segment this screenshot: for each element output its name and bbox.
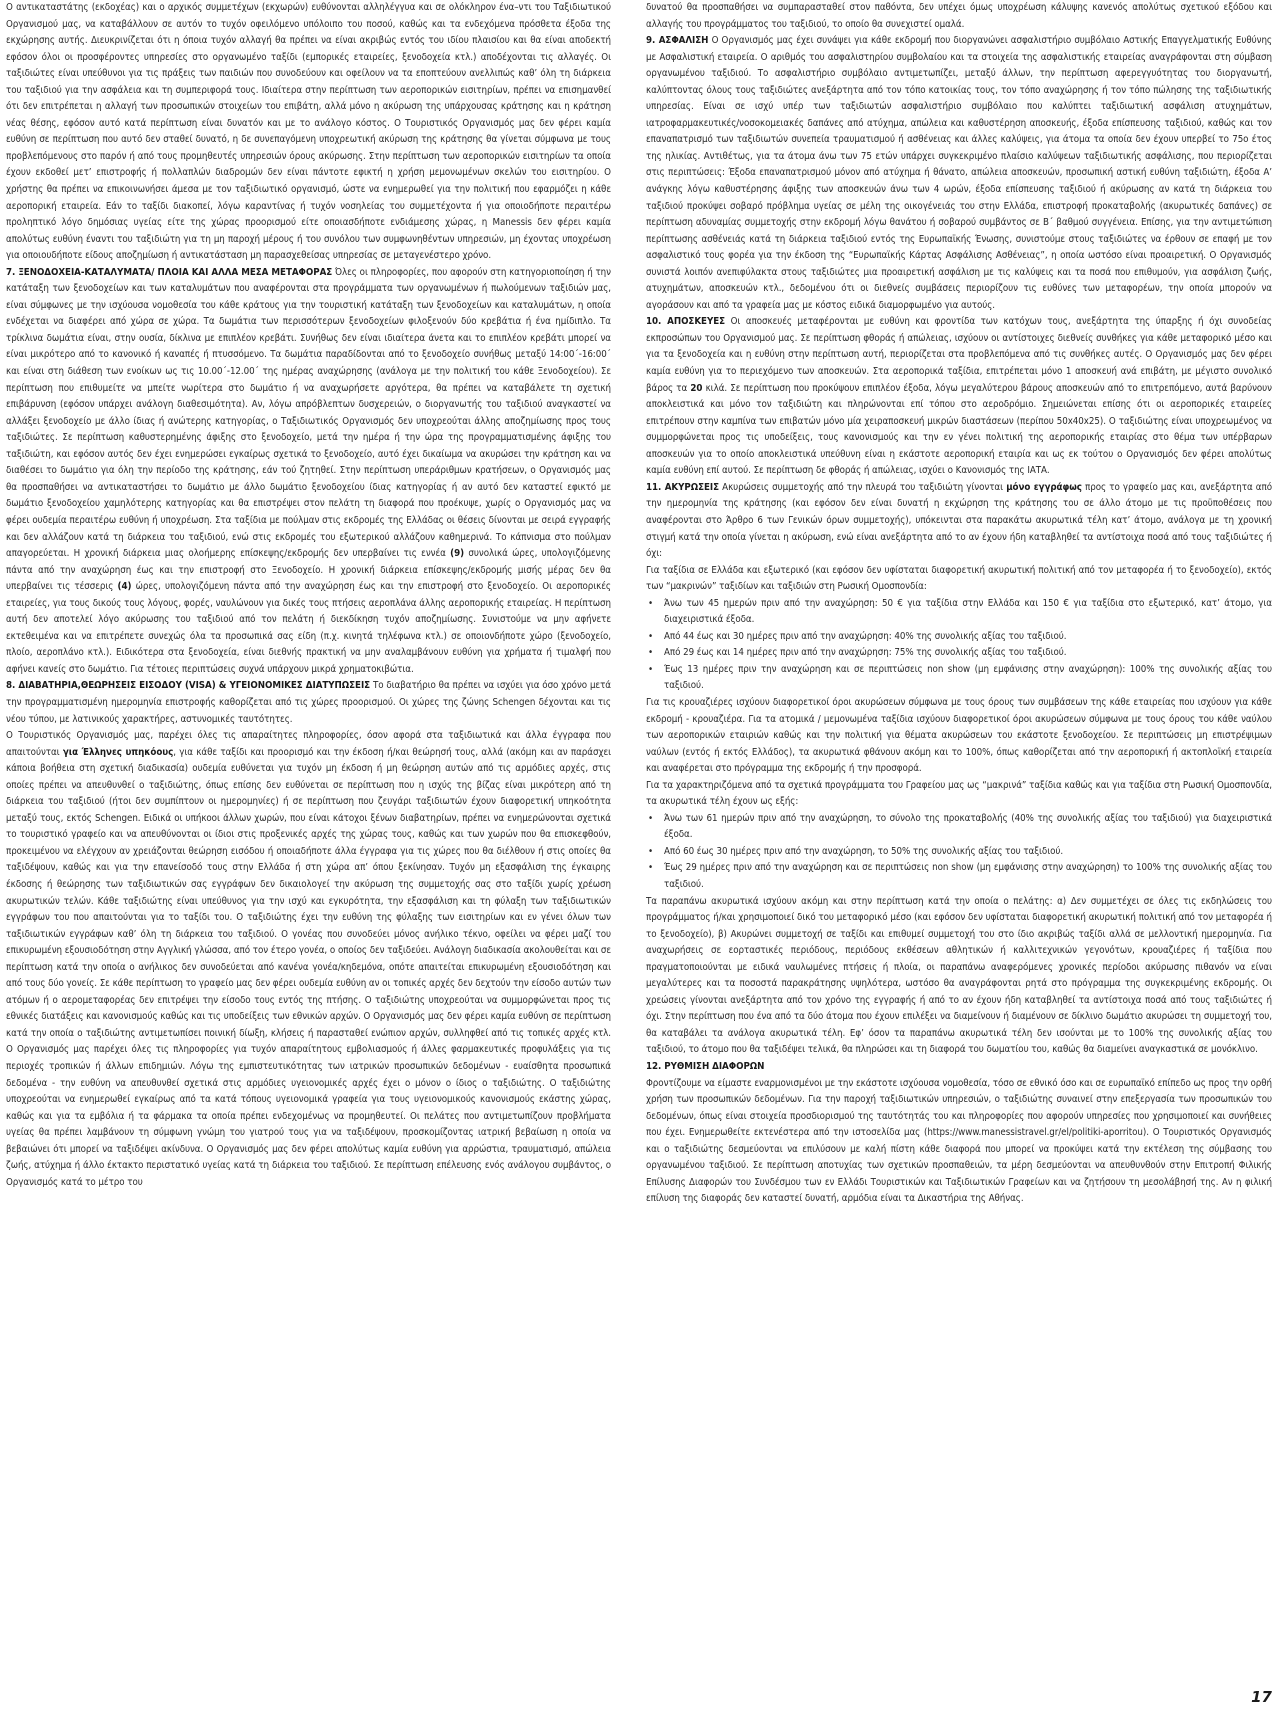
section-text: συνολικά ώρες, υπολογιζόμενης πάντα από την αναχώρηση έως και την επιστροφή στο Ξενοδοχείο. Η χρονική διάρκεια επίσκεψης/εκδρομής μισής μέρας δεν θα υπερβαίνει τις τέσσερις bbox=[6, 548, 611, 593]
section-10 bbox=[646, 314, 1272, 479]
list-item: • Άνω των 45 ημερών πριν από την αναχώρηση: 50 € για ταξίδια στην Ελλάδα και 150 € για ταξίδια στο εξωτερικό, κατ’ άτομο, για διαχειριστικά έξοδα. bbox=[646, 596, 1272, 629]
paragraph: Για τα χαρακτηριζόμενα από τα σχετικά προγράμματα του Γραφείου μας ως “μακρινά” ταξίδια καθώς και για ταξίδια στη Ρωσική Ομοσπονδία, τα ακυρωτικά τέλη έχουν ως εξής: bbox=[646, 779, 1272, 808]
left-column bbox=[6, 0, 611, 1191]
paragraph: δυνατού θα προσπαθήσει να συμπαρασταθεί στον παθόντα, δεν υπέχει όμως υποχρέωση κάλυψης κανενός απολύτως σχετικού εξόδου και αλλαγής του προγράμματος του ταξιδιού, το οποίο θα συνεχιστεί ομαλά. bbox=[646, 2, 1272, 30]
section-text: Ακυρώσεις συμμετοχής από την πλευρά του ταξιδιώτη γίνονται bbox=[719, 481, 1007, 493]
section-text: Όλες οι πληροφορίες, που αφορούν στη κατηγοριοποίηση ή την κατάταξη των ξενοδοχείων και των καταλυμάτων που αναφέρονται στα προγράμματα των οργανωμένων ή πωλούμενων ταξιδιών μας, είναι σύμφωνες με την ισχύουσα νομοθεσία του κάθε κράτους για την τουριστική κατάταξη των ξενοδοχείων και καταλυμάτων, η οποία ενδέχεται να διαφέρει από χώρα σε χώρα. Τα δωμάτια των περισσότερων ξενοδοχείων φιλοξενούν δύο κρεβάτια ή ένα ημίδιπλο. Τα τρίκλινα δωμάτια είναι, στην ουσία, δίκλινα με επιπλέον κρεβάτι. Συνήθως δεν είναι ιδιαίτερα άνετα και το επιπλέον κρεβάτι μπορεί να είναι μικρότερο από το κανονικό ή καναπές ή πτυσσόμενο. Τα δωμάτια παραδίδονται από το ξενοδοχείο συνήθως μεταξύ 14:00΄-16:00΄ και είναι στη διάθεση των ενοίκων ως τις 10.00΄-12.00΄ της ημέρας αναχώρησης (ανάλογα με την πολιτική του κάθε Ξενοδοχείου). Σε περίπτωση που επιθυμείτε να μπείτε νωρίτερα στο δωμάτιο ή να αναχωρήσετε αργότερα, θα πρέπει να καταβάλετε τη σχετική επιβάρυνση (εφόσον υπάρχει ανάλογη διαθεσιμότητα). Αν, λόγω απρόβλεπτων δυσχερειών, ο διοργανωτής του ταξιδιού αναγκαστεί να αλλάξει ξενοδοχείο με άλλο ίδιας ή ανώτερης κατηγορίας, ο Ταξιδιωτικός Οργανισμός δεν υποχρεούται άλλης αποζημίωσης προς τους ταξιδιώτες. Σε περίπτωση καθυστερημένης άφιξης στο ξενοδοχείο, μετά την ημέρα ή την ώρα της προγραμματισμένης άφιξης του ταξιδιώτη, και εφόσον αυτός δεν έχει ενημερώσει εγκαίρως σχετικά το ξενοδοχείο, αυτό έχει δικαίωμα να ακυρώσει την κράτηση και να διαθέσει το δωμάτιο για όλη την περίοδο της κράτησης, εάν τού ζητηθεί. Στην περίπτωση υπεράριθμων κρατήσεων, ο Οργανισμός μας θα προσπαθήσει να αντικαταστήσει το δωμάτιο με άλλο δωμάτιο ξενοδοχείου ίδιας κατηγορίας ή αν αυτό δεν καταστεί εφικτό με δωμάτιο ξενοδοχείου χαμηλότερης κατηγορίας και θα επιστρέψει στον πελάτη τη διαφορά που προέκυψε, χωρίς ο Οργανισμός μας να φέρει ουδεμία περαιτέρω ευθύνη ή υποχρέωση. Στα ταξίδια με πούλμαν στις εκδρομές της Ελλάδας οι θέσεις δίνονται με σειρά εγγραφής και δεν αλλάζουν κατά τη διάρκεια του ταξιδιού, ενώ στις εκδρομές του εξωτερικού αλλάζουν καθημερινά. Το κάπνισμα στο πούλμαν απαγορεύεται. Η χρονική διάρκεια μιας ολοήμερης επίσκεψης/εκδρομής δεν υπερβαίνει τις εννέα bbox=[6, 266, 611, 560]
paragraph: Φροντίζουμε να είμαστε εναρμονισμένοι με την εκάστοτε ισχύουσα νομοθεσία, τόσο σε εθνικό όσο και σε ευρωπαϊκό επίπεδο ως προς την ορθή χρήση των προσωπικών δεδομένων. Για την παροχή ταξιδιωτικών υπηρεσιών, ο ταξιδιώτης συναινεί στην επεξεργασία των προσωπικών του δεδομένων, όπως είναι στοιχεία προσδιορισμού της ταυτότητάς του και πληροφορίες που αφορούν υπηρεσίες που χρησιμοποιεί και συνήθειες που έχει. Ενημερωθείτε εκτενέστερα από την ιστοσελίδα μας (https://www.manessistravel.gr/el/politiki-aporritou). Ο Τουριστικός Οργανισμός και ο ταξιδιώτης δεσμεύονται να επιλύσουν με καλή πίστη κάθε διαφορά που μπορεί να προκύψει κατά την εκτέλεση της σύμβασης του οργανωμένου ταξιδιού. Σε περίπτωση αποτυχίας των σχετικών προσπαθειών, τα μέρη δεσμεύονται να απευθυνθούν στην Επιτροπή Φιλικής Επίλυσης Διαφορών του Συνδέσμου των εν Ελλάδι Τουριστικών και Ταξιδιωτικών Γραφείων και να ζητήσουν τη μεσολάβησή της. Αν η φιλική επίλυση της διαφοράς δεν καταστεί δυνατή, αρμόδια είναι τα Δικαστήρια της Αθήνας. bbox=[646, 1077, 1272, 1205]
list-item: • Άνω των 61 ημερών πριν από την αναχώρηση, το σύνολο της προκαταβολής (40% της συνολικής αξίας του ταξιδιού) για διαχειριστικά έξοδα. bbox=[646, 811, 1272, 844]
emphasis: μόνο εγγράφως bbox=[1006, 481, 1082, 493]
section-text: προς το γραφείο μας και, ανεξάρτητα από την ημερομηνία της κράτησης (και εφόσον δεν είναι δυνατή η εκχώρηση της κράτησης του σε άλλο άτομο με τις προϋποθέσεις που αναφέρονται στο Άρθρο 6 των Γενικών όρων συμμετοχής), υπόκεινται στα παρακάτω ακυρωτικά τέλη κατ’ άτομο, ανάλογα με τη χρονική στιγμή κατά την οποία γίνεται η ακύρωση, ενώ είναι ανεξάρτητα από το αν έχουν ήδη καταβληθεί τα αντίστοιχα ποσά από τους ταξιδιώτες ή όχι: bbox=[646, 481, 1272, 560]
section-12-heading: 12. ΡΥΘΜΙΣΗ ΔΙΑΦΟΡΩΝ bbox=[646, 1061, 765, 1072]
section-text: ώρες, υπολογιζόμενη πάντα από την αναχώρηση έως και την επιστροφή στο ξενοδοχείο. Οι αεροπορικές εταιρείες, για τους δικούς τους λόγους, φορές, ναυλώνουν για δικές τους πτήσεις αεροπλάνα άλλης αεροπορικής εταιρείας. Η περίπτωση αυτή δεν αποτελεί λόγο ακύρωσης του ταξιδιού από τον πελάτη ή διεκδίκηση τυχόν αποζημίωσης. Συνιστούμε να μην αφήνετε εκτεθειμένα και να επιτρέπετε συνεχώς όλα τα προσωπικά σας είδη (π.χ. κινητά τηλέφωνα κτλ.) σε οποιονδήποτε χώρο (ξενοδοχείο, πλοίο, αεροπλάνο κτλ.). Ειδικότερα στα ξενοδοχεία, είναι διεθνής πρακτική να μην αναλαμβάνουν ευθύνη για χρήματα ή τιμαλφή που αφήνει κανείς στο δωμάτιο. Για τέτοιες περιπτώσεις συχνά υπάρχουν μικρά χρηματοκιβώτια. bbox=[6, 581, 611, 675]
paragraph: Τα παραπάνω ακυρωτικά ισχύουν ακόμη και στην περίπτωση κατά την οποία ο πελάτης: α) Δεν συμμετέχει σε όλες τις εκδηλώσεις του προγράμματος ή/και χρησιμοποιεί δικό του μεταφορικό μέσο (και εφόσον δεν υφίσταται διαφορετική ακυρωτική πολιτική από τον μεταφορέα ή το ξενοδοχείο), β) Ακυρώνει συμμετοχή σε ταξίδι και επιθυμεί συμμετοχή του στο ίδιο ακριβώς ταξίδι αλλά σε μελλοντική ημερομηνία. Για αναχωρήσεις σε εορταστικές περιόδους, περιόδους εκθέσεων αθλητικών ή καλλιτεχνικών γεγονότων, κρουαζιέρες ή ταξίδια που πραγματοποιούνται με ειδικά ναυλωμένες πτήσεις ή πλοία, οι παραπάνω αναφερόμενες χρονικές περίοδοι ακύρωσης πιθανόν να είναι μεγαλύτερες και τα ποσοστά παρακράτησης υψηλότερα, ωστόσο θα αναγράφονται ρητά στο πρόγραμμα της συγκεκριμένης εκδρομής. Οι χρεώσεις γίνονται ανεξάρτητα από τον χρόνο της εγγραφής ή από το αν έχουν ήδη καταβληθεί τα αντίστοιχα ποσά από τους ταξιδιώτες ή όχι. Στην περίπτωση που ένα από τα δύο άτομα που έχουν επιλέξει να διαμείνουν ή διαμένουν σε δίκλινο δωμάτιο ακυρώσει τη συμμετοχή του, θα καταβάλει τα ανάλογα ακυρωτικά τέλη. Εφ’ όσον τα παραπάνω ακυρωτικά τέλη δεν ισούνται με το 100% της συνολικής αξίας του ταξιδιού, το άτομο που θα ταξιδέψει τελικά, θα πληρώσει και τη διαφορά του δωματίου του, καθώς θα διαμείνει αναγκαστικά σε μονόκλινο. bbox=[646, 895, 1272, 1056]
list-item: • Από 44 έως και 30 ημέρες πριν από την αναχώρηση: 40% της συνολικής αξίας του ταξιδιού. bbox=[646, 629, 1272, 646]
list-item: • Από 60 έως 30 ημέρες πριν από την αναχώρηση, το 50% της συνολικής αξίας του ταξιδιού. bbox=[646, 844, 1272, 861]
paragraph: Για ταξίδια σε Ελλάδα και εξωτερικό (και εφόσον δεν υφίσταται διαφορετική ακυρωτική πολιτική από τον μεταφορέα ή το ξενοδοχείο), εκτός των “μακρινών” ταξιδίων και ταξιδιών στη Ρωσική Ομοσπονδία: bbox=[646, 564, 1272, 593]
section-heading: 11. ΑΚΥΡΩΣΕΙΣ bbox=[646, 481, 719, 493]
section-7 bbox=[6, 265, 611, 679]
section-heading: 10. ΑΠΟΣΚΕΥΕΣ bbox=[646, 316, 726, 328]
long-haul-cancellation-list bbox=[646, 811, 1272, 894]
emphasis: (9) bbox=[450, 548, 465, 560]
right-column bbox=[646, 0, 1272, 1208]
section-text: Ο Οργανισμός μας έχει συνάψει για κάθε εκδρομή που διοργανώνει ασφαλιστήριο συμβόλαιο Αστικής Επαγγελματικής Ευθύνης με Ασφαλιστική εταιρεία. Ο αριθμός του ασφαλιστηρίου συμβολαίου και τα στοιχεία της ασφαλιστικής εταιρείας αναγράφονται στη σύμβαση οργανωμένου ταξιδιού. Το ασφαλιστήριο συμβόλαιο αντιμετωπίζει, μεταξύ άλλων, την περίπτωση αφερεγγυότητας του διοργανωτή, καλύπτοντας όλους τους ταξιδιώτες ανεξάρτητα από τον τόπο κατοικίας τους, τον τόπο αναχώρησης ή τον τόπο πώλησης της ταξιδιωτικής υπηρεσίας. Είναι σε ισχύ υπέρ των ταξιδιωτών ασφαλιστήριο συμβόλαιο που καλύπτει ταξιδιωτική ασφάλιση ατυχημάτων, ιατροφαρμακευτικές/νοσοκομειακές δαπάνες από ατύχημα, απώλεια και καθυστέρηση αποσκευής, έξοδα επίσπευσης ταξιδιού, καθώς και τον επαναπατρισμό των ταξιδιωτών συνεπεία τραυματισμού ή ασθένειας και άλλες καλύψεις, για άτομα τα οποία δεν έχουν υπερβεί το 75ο έτος της ηλικίας. Αντιθέτως, για τα άτομα άνω των 75 ετών υπάρχει συγκεκριμένο πλαίσιο καλύψεων ταξιδιωτικής ασφάλισης, που περιορίζεται στις περιπτώσεις: Έξοδα επαναπατρισμού μόνον από ατύχημα ή θάνατο, απώλεια αποσκευών, προσωπική αστική ευθύνη ταξιδιώτη, έξοδα Α’ ανάγκης λόγω καθυστέρησης άφιξης των αποσκευών άνω των 4 ωρών, έξοδα επίσπευσης ταξιδιού ή ακύρωσης αν κατά τη διάρκεια του ταξιδιού προκύψει σοβαρό πρόβλημα υγείας σε μέλη της οικογένειάς του στην Ελλάδα, επιστροφή προκαταβολής (ακυρωτικές δαπάνες) σε περίπτωση αδυναμίας συμμετοχής στην εκδρομή λόγω θανάτου ή σοβαρού συμβάντος σε Β΄ βαθμού συγγένεια. Επίσης, για την αντιμετώπιση περίπτωσης ασθένειάς κατά τη διάρκεια ταξιδιού εντός της Ευρωπαϊκής Ένωσης, συνιστούμε στους ταξιδιώτες να έρθουν σε επαφή με τον ασφαλιστικό τους φορέα για την έκδοση της “Ευρωπαϊκής Κάρτας Ασφάλισης Ασθένειας”, η οποία ωστόσο είναι προαιρετική. Ο Οργανισμός συνιστά λοιπόν ανεπιφύλακτα στους ταξιδιώτες μια προαιρετική ασφάλιση με τις καλύψεις και τα ποσά που επιθυμούν, για ασφάλιση ζωής, ατυχημάτων, αποσκευών κτλ., δεδομένου ότι οι διεθνείς συμβάσεις περιορίζουν τις ευθύνες των μεταφορέων, την οποία μπορούν να αγοράσουν και από τα γραφεία μας με κόστος ειδικά διαμορφωμένο για αυτούς. bbox=[646, 35, 1272, 311]
section-text: Το διαβατήριο θα πρέπει να ισχύει για όσο χρόνο μετά την προγραμματισμένη ημερομηνία επιστροφής καθορίζεται από τις χώρες προορισμού. Οι χώρες της ζώνης Schengen δέχονται και τις νέου τύπου, με λατινικούς χαρακτήρες, αστυνομικές ταυτότητες. bbox=[6, 680, 611, 725]
section-heading: 9. ΑΣΦΑΛΙΣΗ bbox=[646, 35, 709, 47]
page-number: 17 bbox=[1251, 1688, 1272, 1706]
section-heading: 8. ΔΙΑΒΑΤΗΡΙΑ,ΘΕΩΡΗΣΕΙΣ ΕΙΣΟΔΟΥ (VISA) & ΥΓΕΙΟΝΟΜΙΚΕΣ ΔΙΑΤΥΠΩΣΕΙΣ bbox=[6, 680, 371, 692]
list-item: • Έως 13 ημέρες πριν την αναχώρηση και σε περιπτώσεις non show (μη εμφάνισης στην αναχώρηση): 100% της συνολικής αξίας του ταξιδιού. bbox=[646, 662, 1272, 695]
cancellation-list bbox=[646, 596, 1272, 695]
section-text: , για κάθε ταξίδι και προορισμό και την έκδοση ή/και θεώρησή τους, αλλά (ακόμη και αν παράσχει κάποια βοήθεια στη σχετική διαδικασία) ουδεμία ευθύνεται για τυχόν μη έκδοση ή μη θεώρηση αυτών από τις αρμόδιες αρχές, στις οποίες πρέπει να απευθυνθεί ο ταξιδιώτης, όπως επίσης δεν ευθύνεται σε περίπτωση που η ισχύς της βίζας είναι μικρότερη από τη διάρκεια του ταξιδιού (ήτοι δεν συμπίπτουν οι ημερομηνίες) ή σε περίπτωση που ζευγάρι ταξιδιωτών έχουν διαφορετική υπηκοότητα μεταξύ τους, εκτός Schengen. Ειδικά οι υπήκοοι άλλων χωρών, που είναι κάτοχοι ξένων διαβατηρίων, πρέπει να ενημερώνονται σχετικά το τουριστικό γραφείο και να απευθύνονται οι ίδιοι στις προξενικές αρχές της χώρας τους, καθώς και των χωρών που θα επισκεφθούν, προκειμένου να ελέγχουν αν χρειάζονται θεώρηση εισόδου ή οποιαδήποτε άλλα έγγραφα για τις χώρες που θα διέλθουν ή στις οποίες θα ταξιδέψουν, καθώς και για την επανείσοδό τους στην Ελλάδα ή στη χώρα απ’ όπου ξεκίνησαν. Τυχόν μη εξασφάλιση της έγκαιρης έκδοσης ή θεώρησης των ταξιδιωτικών σας εγγράφων δεν δικαιολογεί την ακύρωση της συμμετοχής σας στο ταξίδι χωρίς χρέωση ακυρωτικών τελών. Κάθε ταξιδιώτης είναι υπεύθυνος για την ισχύ και εγκυρότητα, την εξασφάλιση και τη φύλαξη των ταξιδιωτικών εγγράφων του που απαιτούνται για το ταξίδι του. Ο ταξιδιώτης έχει την ευθύνη της φύλαξης των εισιτηρίων και εν γένει όλων των ταξιδιωτικών εγγράφων καθ’ όλη τη διάρκεια του ταξιδιού. Ο γονέας που συνοδεύει μόνος ανήλικο τέκνο, οφείλει να φέρει μαζί του επικυρωμένη εξουσιοδότηση στην Αγγλική γλώσσα, από τον έτερο γονέα, ο οποίος δεν ταξιδεύει. Ανάλογη διαδικασία ακολουθείται και σε περίπτωση κατά την οποία ο ανήλικος δεν συνοδεύεται από κανένα γονέα/κηδεμόνα, οπότε απαιτείται επικυρωμένη εξουσιοδότηση και από τους δύο γονείς. Σε κάθε περίπτωση το γραφείο μας δεν φέρει ουδεμία ευθύνη αν οι τοπικές αρχές δεν δεχτούν την είσοδο αυτών των ατόμων ή ο αερομεταφορέας δεν επιτρέψει την είσοδο τους εντός της πτήσης. Ο ταξιδιώτης υποχρεούται να συμμορφώνεται προς τις εθνικές διατάξεις και κανονισμούς καθώς και τις υποδείξεις των εθνικών αρχών. Ο Οργανισμός μας δεν φέρει καμία ευθύνη σε περίπτωση κατά την οποία ο ταξιδιώτης αντιμετωπίσει ποινική δίωξη, κλήσεις ή παρασταθεί ενώπιον αρχών, συλληφθεί από τις τοπικές αρχές κτλ. Ο Οργανισμός μας παρέχει όλες τις πληροφορίες για τυχόν απαραίτητους εμβολιασμούς ή άλλες φαρμακευτικές προφυλάξεις για τις περιοχές τροπικών ή άλλων επιδημιών. Λόγω της εμπιστευτικότητας των ιατρικών προσωπικών δεδομένων - ευαίσθητα προσωπικά δεδομένα - την ευθύνη να απευθυνθεί σχετικά στις αρμόδιες υγειονομικές αρχές έχει ο μόνον ο ίδιος ο ταξιδιώτης. Ο ταξιδιώτης υποχρεούται να ενημερωθεί εγκαίρως από τα κατά τόπους υγειονομικά γραφεία για τους υγειονομικούς κανονισμούς εκάστης χώρας, καθώς και για τα εμβόλια ή τα φάρμακα τα οποία πρέπει ενδεχομένως να προμηθευτεί. Οι πελάτες που αντιμετωπίζουν προβλήματα υγείας θα πρέπει λαμβάνουν τη σύμφωνη γνώμη του γιατρού τους για να ταξιδέψουν, προσκομίζοντας ιατρική βεβαίωση η οποία να βεβαιώνει ότι μπορεί να ταξιδέψει ακίνδυνα. Ο Οργανισμός μας δεν φέρει απολύτως καμία ευθύνη για αρρώστια, τραυματισμό, απώλεια ζωής, ατύχημα ή άλλο έκτακτο περιστατικό υγείας κατά τη διάρκεια του ταξιδιού. Σε περίπτωση επέλευσης ενός ανάλογου συμβάντος, ο Οργανισμός κατά το μέτρο του bbox=[6, 746, 612, 1188]
emphasis: (4) bbox=[117, 581, 132, 593]
section-text: κιλά. Σε περίπτωση που προκύψουν επιπλέον έξοδα, λόγω μεγαλύτερου βάρους αποσκευών από το επιτρεπόμενο, αυτά βαρύνουν αποκλειστικά και μόνο τον ταξιδιώτη και πληρώνονται επί τόπου στο αεροδρόμιο. Σημειώνεται επίσης ότι οι αεροπορικές εταιρείες επιτρέπουν στην καμπίνα των επιβατών μόνο μία χειραποσκευή μικρών διαστάσεων (περίπου 50x40x25). Ο ταξιδιώτης είναι υποχρεωμένος να συμμορφώνεται προς τις υποδείξεις, τους κανονισμούς και την εν γένει πολιτική της αεροπορικής εταιρίας στο θέμα των υπέρβαρων αποσκευών για το οποίο αποκλειστικά υπεύθυνη είναι η εκάστοτε αεροπορική εταιρία και ως εκ τούτου ο Οργανισμός δεν φέρει απολύτως καμία ευθύνη επί αυτού. Σε περίπτωση δε φθοράς ή απώλειας, ισχύει ο Κανονισμός της ΙΑΤΑ. bbox=[646, 382, 1272, 477]
section-heading: 7. ΞΕΝΟΔΟΧΕΙΑ-ΚΑΤΑΛΥΜΑΤΑ/ ΠΛΟΙΑ ΚΑΙ ΑΛΛΑ ΜΕΣΑ ΜΕΤΑΦΟΡΑΣ bbox=[6, 266, 333, 278]
emphasis: για Έλληνες υπηκόους bbox=[62, 746, 174, 758]
section-8 bbox=[6, 678, 611, 728]
paragraph bbox=[6, 728, 611, 1191]
emphasis: 20 bbox=[690, 382, 703, 394]
section-text: Οι αποσκευές μεταφέρονται με ευθύνη και φροντίδα των κατόχων τους, ανεξάρτητα της ύπαρξης ή όχι συνοδείας εκπροσώπων του Οργανισμού μας. Σε περίπτωση φθοράς ή απώλειας, ισχύουν οι αντίστοιχες διεθνείς συνθήκες για κάθε μεταφορικό μέσο και για τα ξενοδοχεία και η ευθύνη στην περίπτωση αυτή, περιορίζεται στα προβλεπόμενα από τις συνθήκες αυτές. Ο Οργανισμός μας δεν φέρει καμία ευθύνη για το περιεχόμενο των αποσκευών. Στα αεροπορικά ταξίδια, επιτρέπεται μόνο 1 αποσκευή ανά επιβάτη, με μέγιστο συνολικό βάρος τα bbox=[646, 316, 1272, 394]
paragraph: Ο αντικαταστάτης (εκδοχέας) και ο αρχικός συμμετέχων (εκχωρών) ευθύνονται αλληλέγγυα και σε ολόκληρον ένα–ντι του Ταξιδιωτικού Οργανισμού μας, να καταβάλλουν σε αυτόν το τυχόν οφειλόμενο υπόλοιπο του ποσού, καθώς και τα ενδεχόμενα πρόσθετα έξοδα της εκχώρησης αυτής. Διευκρινίζεται ότι η όποια τυχόν αλλαγή θα πρέπει να είναι ακριβώς εντός του ιδίου πλαισίου και θα είναι αποδεκτή εφόσον όλοι οι προσφέροντες υπηρεσίες στο οργανωμένο ταξίδι (εμπορικές εταιρείες, ξενοδοχεία κτλ.) αποδέχονται τις αλλαγές. Οι ταξιδιώτες είναι υπεύθυνοι για τις πράξεις των παιδιών που συνοδεύουν και οφείλουν να τα εποπτεύουν ανελλιπώς καθ’ όλη τη διάρκεια του ταξιδιού για την ασφάλεια και τη συμπεριφορά τους. Ιδιαίτερα στην περίπτωση των αεροπορικών εισιτηρίων, πρέπει να επισημανθεί ότι δεν επιτρέπεται η αλλαγή των προσωπικών στοιχείων του επιβάτη, αλλά μόνο η ακύρωση της υπάρχουσας κράτησης και η κράτηση νέας θέσης, εφόσον αυτό κατά περίπτωση είναι δυνατόν και με το ανάλογο κόστος. Ο Τουριστικός Οργανισμός μας δεν φέρει καμία ευθύνη σε περίπτωση που αυτό δεν σταθεί δυνατό, η δε συνεπαγόμενη υποχρεωτική ακύρωση της κράτησης θα γίνεται σύμφωνα με τους προβλεπόμενους στο παρόν ή από τους προμηθευτές υπηρεσιών όρους ακύρωσης. Στην περίπτωση των αεροπορικών εισιτηρίων τα οποία έχουν εκδοθεί μετ’ επιστροφής ή πολλαπλών διαδρομών δεν είναι πάντοτε εφικτή η χρήση μεμονωμένων σκελών του εισιτηρίου. Ο χρήστης θα πρέπει να επικοινωνήσει άμεσα με τον ταξιδιωτικό οργανισμό, ώστε να ενημερωθεί για την πολιτική που εφαρμόζει η κάθε αεροπορική εταιρεία. Εάν το ταξίδι διακοπεί, λόγω καραντίνας ή τυχόν νοσηλείας του συμμετέχοντα ή για οποιοδήποτε περαιτέρω προληπτικό λόγο δημόσιας υγείας είτε της χώρας προορισμού είτε οποιασδήποτε ενδιάμεσης χώρας, η Manessis δεν φέρει καμία απολύτως ευθύνη έναντι του ταξιδιώτη για τη μη παροχή μέρους ή του συνόλου των συμφωνηθέντων υπηρεσιών, μη έχοντας υποχρέωση για οποιουδήποτε είδους αποζημίωση ή αντικατάσταση μη παρασχεθείσας υπηρεσίας σε μεταγενέστερο χρόνο. bbox=[6, 2, 611, 262]
paragraph: Για τις κρουαζιέρες ισχύουν διαφορετικοί όροι ακυρώσεων σύμφωνα με τους όρους των συμβάσεων της κάθε εταιρείας που ισχύουν για κάθε εκδρομή - κρουαζιέρα. Για τα ατομικά / μεμονωμένα ταξίδια ισχύουν διαφορετικοί όροι ακυρώσεων σύμφωνα με τους όρους του κάθε ναύλου των αεροπορικών εταιριών καθώς και την πολιτική για θέματα ακυρώσεων του εκάστοτε ξενοδοχείου. Σε περιπτώσεις μη επιστρέψιμων ναύλων (εντός ή εκτός Ελλάδος), τα ακυρωτικά φθάνουν ακόμη και το 100%, όπως καθορίζεται από την αεροπορική ή ακτοπλοϊκή εταιρεία και αναφέρεται στο πρόγραμμα της εκδρομής ή την προσφορά. bbox=[646, 696, 1272, 775]
list-item: • Έως 29 ημέρες πριν από την αναχώρηση και σε περιπτώσεις non show (μη εμφάνισης στην αναχώρηση) το 100% της συνολικής αξίας του ταξιδιού. bbox=[646, 860, 1272, 893]
section-text: Ο Τουριστικός Οργανισμός μας, παρέχει όλες τις απαραίτητες πληροφορίες, όσον αφορά στα ταξιδιωτικά και άλλα έγγραφα που απαιτούνται bbox=[6, 730, 611, 758]
list-item: • Από 29 έως και 14 ημέρες πριν από την αναχώρηση: 75% της συνολικής αξίας του ταξιδιού. bbox=[646, 645, 1272, 662]
section-11 bbox=[646, 480, 1272, 563]
section-9 bbox=[646, 33, 1272, 314]
